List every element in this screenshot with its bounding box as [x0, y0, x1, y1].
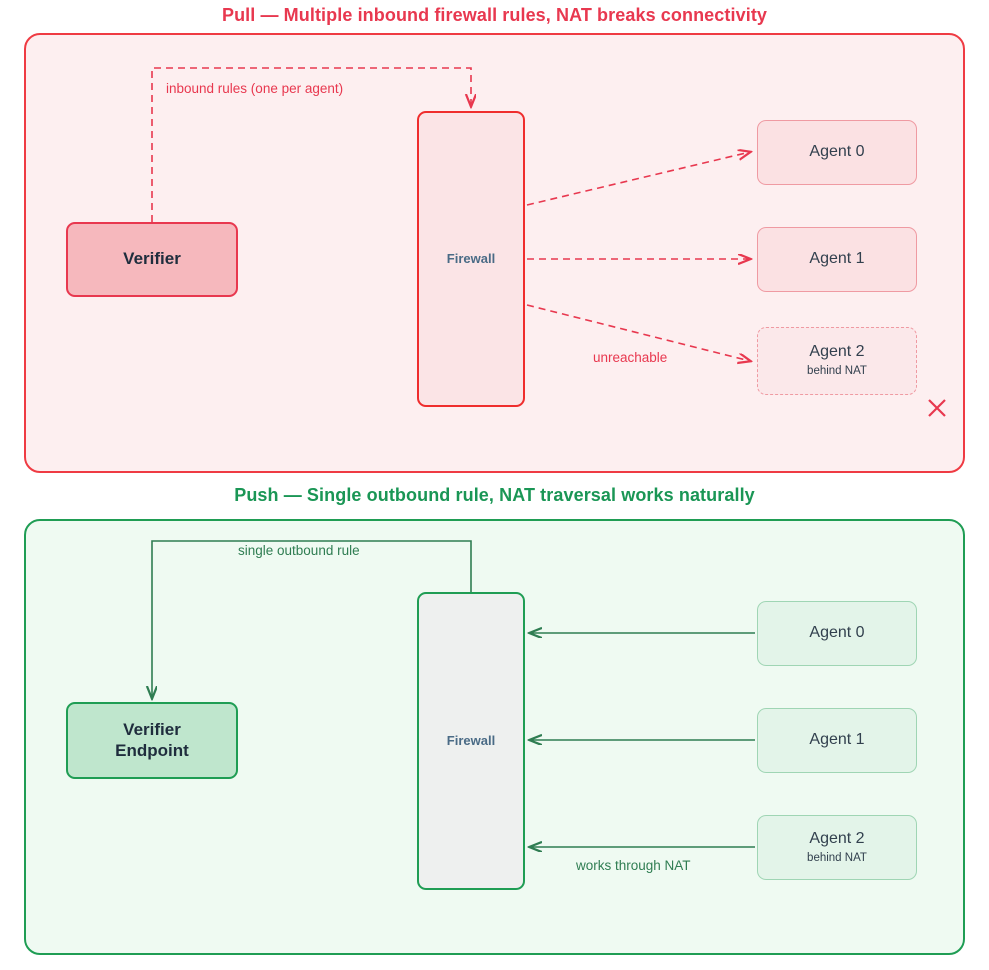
edge-label-unreachable: unreachable	[593, 350, 668, 365]
node-agent-1-pull-label: Agent 1	[809, 250, 865, 268]
node-agent-2-pull-label: Agent 2	[809, 343, 865, 361]
node-agent-1-pull	[757, 227, 917, 292]
node-agent-2-push	[757, 815, 917, 880]
node-agent-2-pull-sublabel: behind NAT	[807, 365, 867, 378]
edge-label-inbound-rules: inbound rules (one per agent)	[166, 81, 344, 96]
node-verifier-endpoint-label-line2: Endpoint	[115, 740, 189, 760]
node-agent-1-push-label: Agent 1	[809, 731, 865, 749]
node-agent-2-pull	[757, 327, 917, 395]
node-agent-1-push	[757, 708, 917, 773]
push-panel-title: Push — Single outbound rule, NAT traversal works naturally	[234, 485, 755, 505]
node-agent-2-push-sublabel: behind NAT	[807, 851, 867, 864]
edge-label-works-through-nat: works through NAT	[576, 858, 691, 873]
node-agent-0-push	[757, 601, 917, 666]
node-agent-0-push-label: Agent 0	[809, 624, 865, 642]
pull-panel-title: Pull — Multiple inbound firewall rules, NAT breaks connectivity	[221, 5, 768, 25]
node-firewall-pull	[417, 111, 525, 407]
node-firewall-push	[417, 592, 525, 890]
node-firewall-push-label: Firewall	[446, 733, 496, 749]
node-verifier-label: Verifier	[123, 249, 181, 269]
node-agent-0-pull	[757, 120, 917, 185]
node-firewall-pull-label: Firewall	[446, 251, 496, 267]
node-verifier-endpoint	[66, 702, 238, 779]
node-agent-2-push-label: Agent 2	[809, 829, 865, 847]
node-verifier	[66, 222, 238, 297]
node-agent-0-pull-label: Agent 0	[809, 143, 865, 161]
node-verifier-endpoint-label-line1: Verifier	[123, 720, 181, 740]
edge-label-single-outbound-rule: single outbound rule	[238, 543, 360, 558]
